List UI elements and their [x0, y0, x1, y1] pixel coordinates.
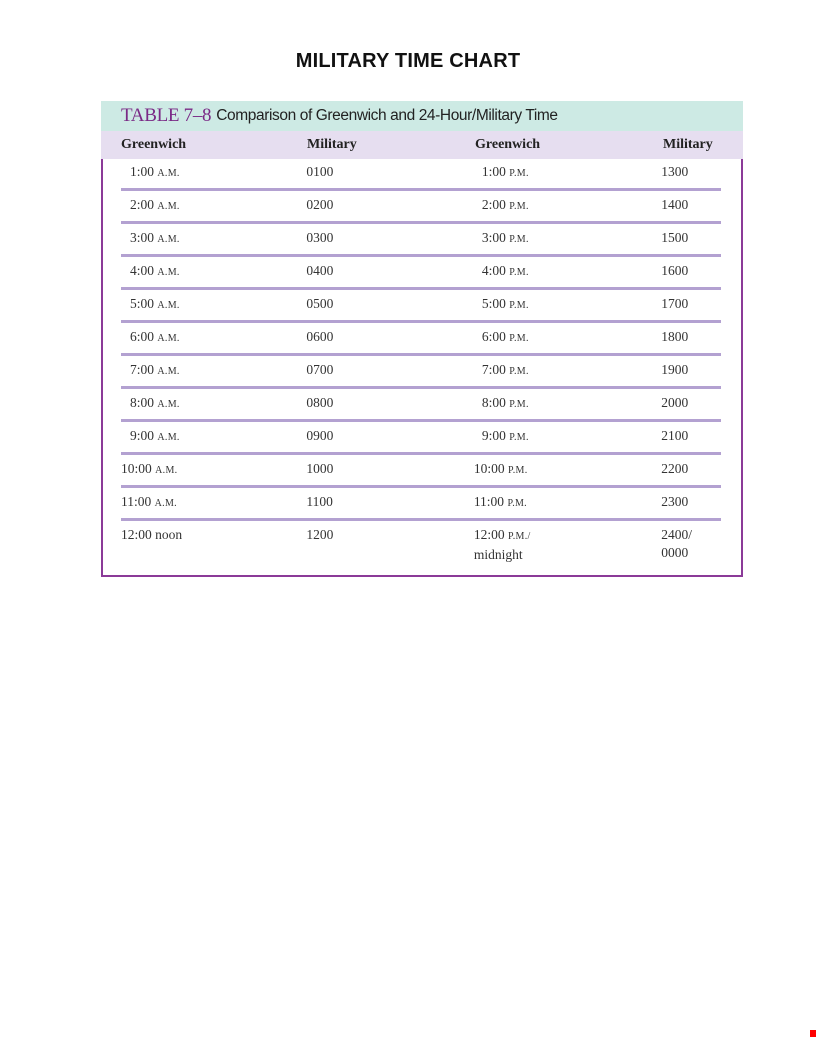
military-am-cell: 0400 — [306, 263, 334, 278]
greenwich-pm-cell: 2:00 P.M. — [481, 197, 529, 212]
table-row — [121, 485, 721, 518]
table-number: TABLE 7–8 — [121, 105, 212, 126]
column-header-military-am: Military — [307, 137, 357, 152]
table-row — [121, 518, 721, 569]
greenwich-pm-cell: 7:00 P.M. — [481, 362, 529, 377]
greenwich-pm-cell: 1:00 P.M. — [481, 164, 529, 179]
military-am-cell: 1100 — [306, 494, 333, 509]
table-row — [121, 287, 721, 320]
greenwich-pm-cell: 12:00 P.M./ midnight — [473, 527, 531, 562]
military-am-cell: 1000 — [306, 461, 334, 476]
military-am-cell: 0200 — [306, 197, 334, 212]
greenwich-am-cell: 11:00 A.M. — [121, 494, 177, 509]
military-am-cell: 0800 — [306, 395, 334, 410]
column-header-military-pm: Military — [663, 137, 713, 152]
greenwich-pm-cell: 10:00 P.M. — [473, 461, 528, 476]
table-row — [121, 353, 721, 386]
military-pm-cell: 1900 — [661, 362, 689, 377]
greenwich-pm-cell: 9:00 P.M. — [481, 428, 529, 443]
military-pm-cell: 1700 — [661, 296, 689, 311]
table-body — [101, 159, 743, 577]
greenwich-pm-cell: 8:00 P.M. — [481, 395, 529, 410]
greenwich-am-cell: 12:00 noon — [121, 527, 183, 542]
page-title: MILITARY TIME CHART — [295, 50, 521, 72]
greenwich-am-cell: 4:00 A.M. — [130, 263, 180, 278]
military-pm-cell: 1500 — [661, 230, 689, 245]
military-am-cell: 0300 — [306, 230, 334, 245]
greenwich-am-cell: 3:00 A.M. — [130, 230, 180, 245]
table-row — [121, 159, 721, 188]
table-row — [121, 254, 721, 287]
military-pm-cell: 2300 — [661, 494, 689, 509]
table-row — [121, 188, 721, 221]
table-row — [121, 320, 721, 353]
greenwich-pm-cell: 6:00 P.M. — [481, 329, 529, 344]
military-am-cell: 1200 — [306, 527, 334, 542]
greenwich-pm-cell: 4:00 P.M. — [481, 263, 529, 278]
military-am-cell: 0700 — [306, 362, 334, 377]
military-am-cell: 0500 — [306, 296, 334, 311]
table-row — [121, 452, 721, 485]
column-header-greenwich-am: Greenwich — [121, 137, 187, 152]
greenwich-am-cell: 2:00 A.M. — [130, 197, 180, 212]
military-pm-cell: 1400 — [661, 197, 689, 212]
military-pm-cell: 2000 — [661, 395, 689, 410]
military-time-table — [101, 101, 743, 577]
table-row — [121, 221, 721, 254]
greenwich-pm-cell: 11:00 P.M. — [473, 494, 527, 509]
military-pm-cell: 2100 — [661, 428, 689, 443]
greenwich-am-cell: 8:00 A.M. — [130, 395, 180, 410]
military-am-cell: 0600 — [306, 329, 334, 344]
greenwich-am-cell: 10:00 A.M. — [121, 461, 178, 476]
military-pm-cell: 2400/ 0000 — [661, 527, 692, 560]
greenwich-pm-cell: 3:00 P.M. — [481, 230, 529, 245]
table-caption — [101, 101, 743, 131]
greenwich-am-cell: 9:00 A.M. — [130, 428, 180, 443]
red-marker — [810, 1030, 816, 1037]
military-am-cell: 0100 — [306, 164, 334, 179]
military-pm-cell: 2200 — [661, 461, 689, 476]
table-row — [121, 386, 721, 419]
greenwich-am-cell: 7:00 A.M. — [130, 362, 180, 377]
table-caption-text: Comparison of Greenwich and 24-Hour/Military Time — [216, 107, 558, 124]
table-header-row — [101, 131, 743, 159]
greenwich-am-cell: 5:00 A.M. — [130, 296, 180, 311]
column-header-greenwich-pm: Greenwich — [475, 137, 541, 152]
military-pm-cell: 1300 — [661, 164, 689, 179]
greenwich-am-cell: 6:00 A.M. — [130, 329, 180, 344]
greenwich-am-cell: 1:00 A.M. — [130, 164, 180, 179]
military-am-cell: 0900 — [306, 428, 334, 443]
table-row — [121, 419, 721, 452]
greenwich-pm-cell: 5:00 P.M. — [481, 296, 529, 311]
military-pm-cell: 1600 — [661, 263, 689, 278]
military-pm-cell: 1800 — [661, 329, 689, 344]
